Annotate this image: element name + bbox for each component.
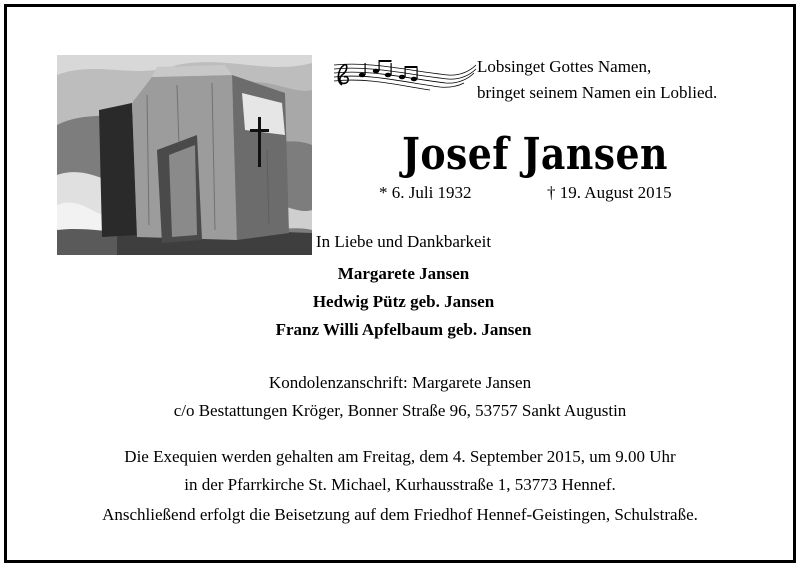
family-member: Hedwig Pütz geb. Jansen [312,292,495,311]
burial-line: Anschließend erfolgt die Beisetzung auf dem Friedhof Hennef-Geistingen, Schulstraße. [102,505,698,524]
dedication: In Liebe und Dankbarkeit [315,232,492,251]
verse-line-1: Lobsinget Gottes Namen, [477,57,652,76]
family-member: Margarete Jansen [337,264,470,283]
obituary-card [4,4,796,563]
bible-verse [477,54,717,106]
verse-line-2: bringet seinem Namen ein Loblied. [477,83,718,102]
service-line-1: Die Exequien werden gehalten am Freitag, dem 4. September 2015, um 9.00 Uhr [124,447,676,466]
death-date: † 19. August 2015 [547,183,672,202]
service-line-2: in der Pfarrkirche St. Michael, Kurhausstraße 1, 53773 Hennef. [184,475,616,494]
condolence-address-line-1: Kondolenzanschrift: Margarete Jansen [268,373,532,392]
condolence-address-line-2: c/o Bestattungen Kröger, Bonner Straße 96, 53757 Sankt Augustin [173,401,627,420]
family-member: Franz Willi Apfelbaum geb. Jansen [275,320,532,339]
chapel-painting-image [57,55,312,255]
music-notes-icon [330,57,480,95]
chapel-painting [57,55,312,255]
deceased-name: Josef Jansen [402,129,668,180]
birth-date: * 6. Juli 1932 [379,183,472,202]
